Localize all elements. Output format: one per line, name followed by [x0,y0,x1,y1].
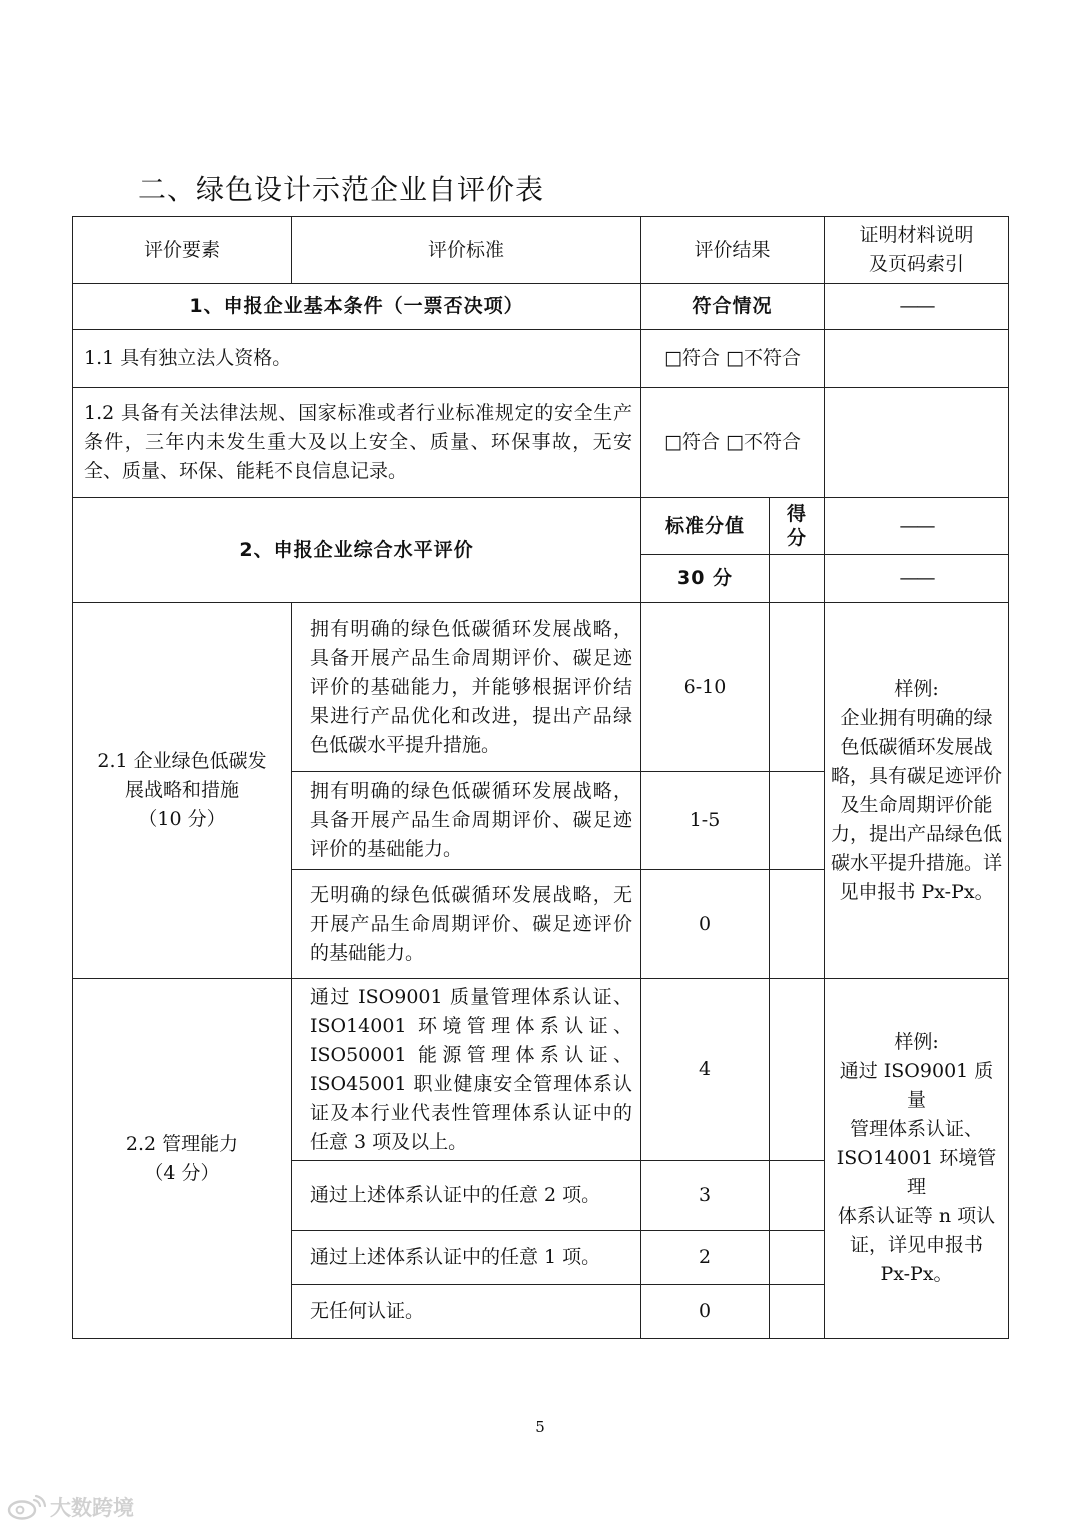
evidence-note-2-2 [825,979,1009,1339]
total-score: 30 分 [641,555,770,603]
note-line: 证，详见申报书 [850,1234,984,1256]
standard-score-2-2-b: 3 [641,1161,770,1231]
score-header-line1: 得 [787,503,808,525]
standard-score-header: 标准分值 [641,498,770,555]
criteria-2-2-a: 通过 ISO9001 质量管理体系认证、ISO14001 环境管理体系认证、ISO50001 能源管理体系认证、ISO45001 职业健康安全管理体系认证及本行业代表性管理体系认证中的任意 3 项及以上。 [292,979,641,1161]
note-line: 样例: [894,677,939,700]
score-input-2-2-d[interactable] [770,1285,825,1339]
standard-score-2-1-b: 1-5 [641,772,770,870]
item-2-2-name-line1: 2.2 管理能力 [125,1132,239,1155]
criteria-2-2-b: 通过上述体系认证中的任意 2 项。 [292,1161,641,1231]
item-2-1-name-line3: （10 分） [138,808,226,830]
note-line: 力，提出产品绿色低 [831,822,1003,845]
standard-score-2-2-a: 4 [641,979,770,1161]
table-row [73,979,1009,1161]
score-input-2-2-c[interactable] [770,1231,825,1285]
header-evidence [825,217,1009,284]
score-input-2-2-b[interactable] [770,1161,825,1231]
section2-header-row [73,498,1009,555]
header-evidence-line2: 及页码索引 [869,253,965,275]
note-line: 色低碳循环发展战 [840,735,993,758]
section1-status-header: 符合情况 [641,284,825,330]
criteria-2-2-d: 无任何认证。 [292,1285,641,1339]
evidence-cell[interactable] [825,330,1009,388]
score-input-2-1-c[interactable] [770,870,825,979]
total-score-input[interactable] [770,555,825,603]
criteria-2-1-a: 拥有明确的绿色低碳循环发展战略，具备开展产品生命周期评价、碳足迹评价的基础能力，并能够根据评价结果进行产品优化和改进，提出产品绿色低碳水平提升措施。 [292,603,641,772]
score-input-2-2-a[interactable] [770,979,825,1161]
note-line: ISO14001 环境管理 [836,1147,997,1198]
criteria-2-1-b: 拥有明确的绿色低碳循环发展战略，具备开展产品生命周期评价、碳足迹评价的基础能力。 [292,772,641,870]
table-row [73,388,1009,498]
note-line: 企业拥有明确的绿 [840,706,993,729]
note-line: 碳水平提升措施。详 [831,851,1003,874]
standard-score-2-2-d: 0 [641,1285,770,1339]
watermark [6,1492,134,1522]
header-criteria: 评价标准 [292,217,641,284]
note-line: 体系认证等 n 项认 [837,1205,996,1227]
evidence-note-2-1 [825,603,1009,979]
score-header [770,498,825,555]
header-result: 评价结果 [641,217,825,284]
item-2-2-name-line2: （4 分） [144,1161,220,1184]
item-2-1-name [73,603,292,979]
header-evidence-line1: 证明材料说明 [859,224,974,246]
score-input-2-1-b[interactable] [770,772,825,870]
score-header-line2: 分 [787,527,808,549]
requirement-1-1: 1.1 具有独立法人资格。 [73,330,641,388]
compliance-checkbox-1-1[interactable]: □符合 □不符合 [641,330,825,388]
compliance-checkbox-1-2[interactable]: □符合 □不符合 [641,388,825,498]
section2-evidence-dash-1: —— [825,498,1009,555]
section1-header-row [73,284,1009,330]
item-2-2-name [73,979,292,1339]
standard-score-2-2-c: 2 [641,1231,770,1285]
section1-title: 1、申报企业基本条件（一票否决项） [73,284,641,330]
score-input-2-1-a[interactable] [770,603,825,772]
criteria-2-1-c: 无明确的绿色低碳循环发展战略，无开展产品生命周期评价、碳足迹评价的基础能力。 [292,870,641,979]
section1-evidence-dash: —— [825,284,1009,330]
weibo-logo-icon [6,1494,46,1520]
page-title: 二、绿色设计示范企业自评价表 [138,173,545,206]
requirement-1-2: 1.2 具备有关法律法规、国家标准或者行业标准规定的安全生产条件，三年内未发生重大及以上安全、质量、环保事故，无安全、质量、环保、能耗不良信息记录。 [73,388,641,498]
table-row [73,330,1009,388]
note-line: 及生命周期评价能 [840,793,993,816]
table-header-row [73,217,1009,284]
item-2-1-name-line1: 2.1 企业绿色低碳发 [97,750,267,772]
self-evaluation-table [72,216,1009,1339]
evidence-cell[interactable] [825,388,1009,498]
note-line: 略，具有碳足迹评价 [831,764,1003,787]
section2-evidence-dash-2: —— [825,555,1009,603]
section2-title: 2、申报企业综合水平评价 [73,498,641,603]
standard-score-2-1-a: 6-10 [641,603,770,772]
criteria-2-2-c: 通过上述体系认证中的任意 1 项。 [292,1231,641,1285]
note-line: 样例: [894,1031,939,1053]
note-line: 管理体系认证、 [850,1118,984,1140]
standard-score-2-1-c: 0 [641,870,770,979]
item-2-1-name-line2: 展战略和措施 [124,779,239,801]
note-line: Px-Px。 [880,1263,953,1285]
note-line: 通过 ISO9001 质量 [839,1060,994,1111]
page-number: 5 [535,1418,545,1436]
watermark-text: 大数跨境 [50,1496,134,1520]
table-row [73,603,1009,772]
header-element: 评价要素 [73,217,292,284]
note-line: 见申报书 Px-Px。 [839,880,994,903]
